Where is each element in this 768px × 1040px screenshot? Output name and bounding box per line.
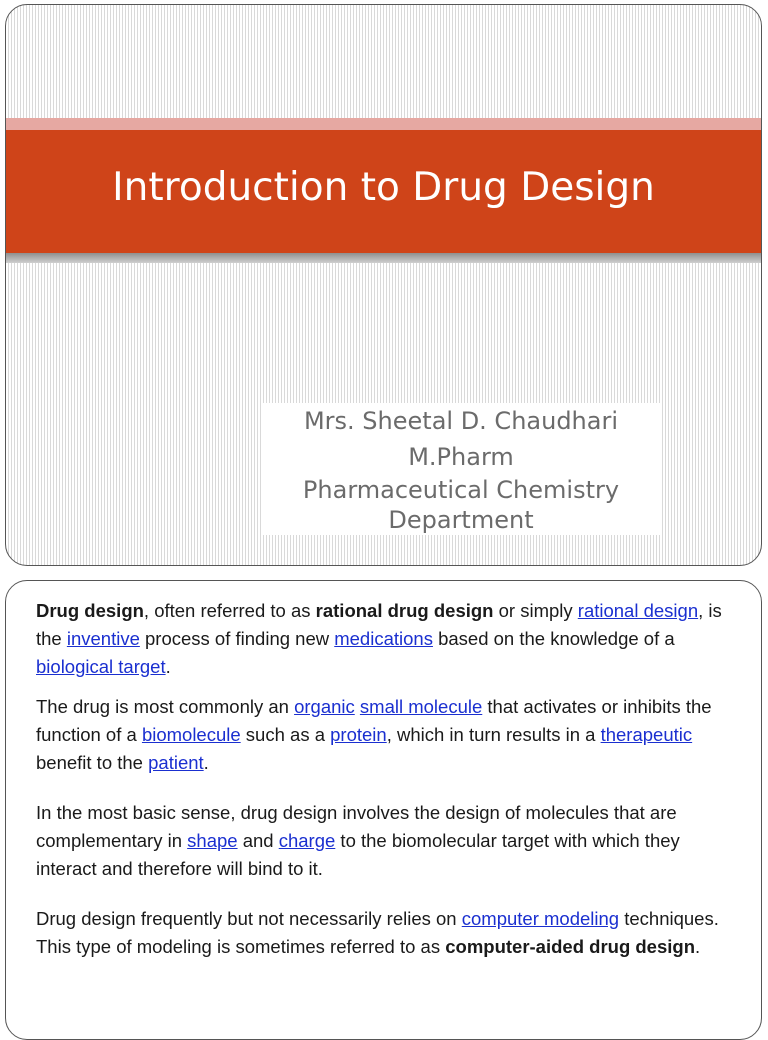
text-span: and xyxy=(237,830,279,851)
bold-term-drug-design: Drug design xyxy=(36,600,144,621)
link-shape[interactable]: shape xyxy=(187,830,238,851)
text-span: based on the knowledge of a xyxy=(432,628,675,649)
title-band-shadow xyxy=(6,253,761,263)
department-line-2: Department xyxy=(388,506,534,534)
link-protein[interactable]: protein xyxy=(330,724,387,745)
title-band xyxy=(6,130,761,253)
link-small-molecule[interactable]: small molecule xyxy=(359,696,483,717)
link-inventive[interactable]: inventive xyxy=(66,628,140,649)
text-span: Drug design frequently but not necessarily relies on xyxy=(36,908,462,929)
title-slide xyxy=(5,4,762,566)
paragraph-definition xyxy=(36,597,741,681)
text-span: that activates or inhibits the function of a xyxy=(36,696,712,745)
content-slide xyxy=(5,580,762,1040)
link-medications[interactable]: medications xyxy=(334,628,433,649)
text-span: , often referred to as xyxy=(143,600,316,621)
text-span: In the most basic sense, drug design involves the design of molecules that are complementary in xyxy=(36,802,677,851)
slide-title: Introduction to Drug Design xyxy=(112,165,655,210)
link-rational-design[interactable]: rational design xyxy=(577,600,699,621)
link-therapeutic[interactable]: therapeutic xyxy=(600,724,693,745)
link-computer-modeling[interactable]: computer modeling xyxy=(461,908,620,929)
text-span: such as a xyxy=(240,724,331,745)
subtitle-block xyxy=(261,403,661,535)
text-span: to the biomolecular target with which they interact and therefore will bind to it. xyxy=(36,830,680,879)
link-biological-target[interactable]: biological target xyxy=(36,656,166,677)
paragraph-drug-molecule xyxy=(36,693,741,777)
text-span: techniques. This type of modeling is sometimes referred to as xyxy=(36,908,719,957)
text-span: . xyxy=(203,752,209,773)
author-name: Mrs. Sheetal D. Chaudhari xyxy=(303,407,619,435)
link-organic[interactable]: organic xyxy=(294,696,355,717)
author-degree: M.Pharm xyxy=(408,443,514,471)
text-span: The drug is most commonly an xyxy=(36,696,295,717)
text-span: benefit to the xyxy=(36,752,149,773)
link-biomolecule[interactable]: biomolecule xyxy=(141,724,241,745)
text-span: process of finding new xyxy=(139,628,335,649)
title-band-top-accent xyxy=(6,118,761,130)
text-span: or simply xyxy=(493,600,578,621)
text-span: , is the xyxy=(36,600,722,649)
paragraph-computer-modeling xyxy=(36,905,741,961)
link-patient[interactable]: patient xyxy=(148,752,204,773)
link-charge[interactable]: charge xyxy=(278,830,336,851)
text-span: , which in turn results in a xyxy=(386,724,601,745)
text-span: . xyxy=(165,656,171,677)
bold-term-computer-aided-drug-design: computer-aided drug design xyxy=(445,936,696,957)
paragraph-basic-sense xyxy=(36,799,741,883)
text-span: . xyxy=(695,936,701,957)
department-line-1: Pharmaceutical Chemistry xyxy=(302,476,620,504)
bold-term-rational-drug-design: rational drug design xyxy=(315,600,494,621)
